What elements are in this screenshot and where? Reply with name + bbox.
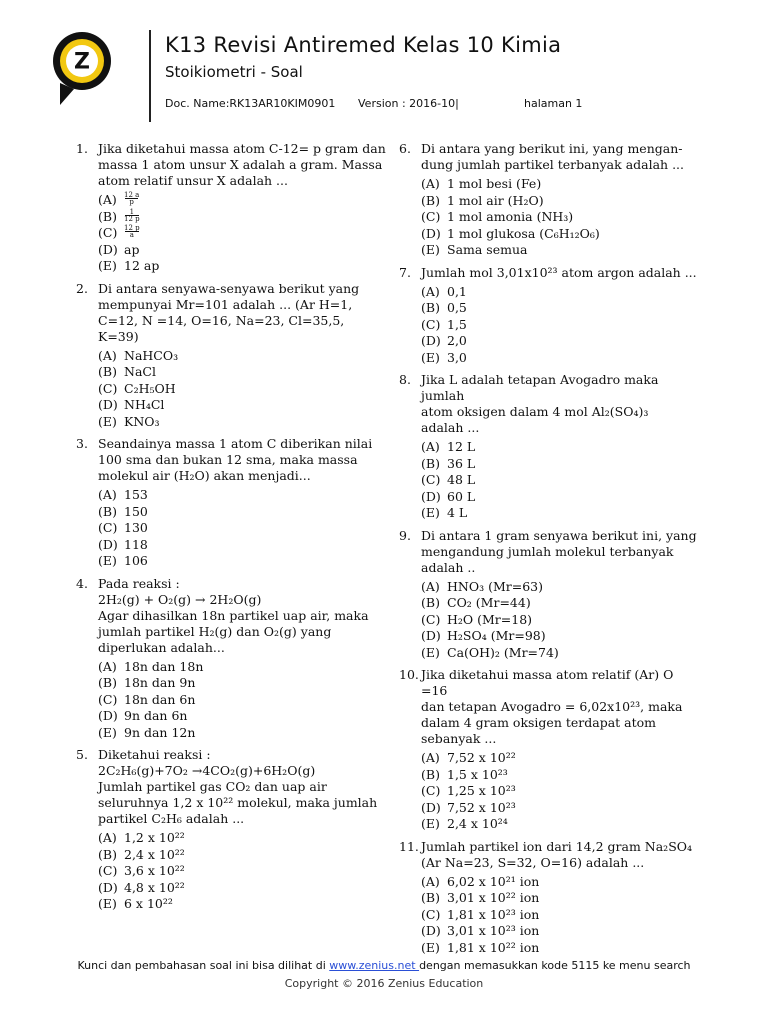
option-letter: (D) [421, 488, 441, 504]
answer-option [421, 193, 699, 210]
option-letter: (B) [98, 503, 117, 519]
answer-option [421, 767, 699, 784]
fraction-numerator: 12 p [124, 224, 140, 232]
option-text: 6,02 x 10²¹ ion [447, 873, 540, 889]
answer-option [98, 830, 386, 847]
option-text: 4 L [447, 505, 468, 520]
option-letter: (D) [421, 628, 441, 643]
option-text: 7,52 x 10²³ [447, 799, 516, 815]
option-letter: (B) [421, 455, 440, 471]
option-text: 3,01 x 10²³ ion [447, 923, 540, 938]
question-item [76, 576, 386, 742]
option-letter: (B) [98, 364, 117, 379]
option-fraction [124, 192, 139, 209]
answer-option [98, 209, 386, 226]
doc-version: Version : 2016-10| [358, 97, 459, 110]
option-text: 118 [124, 536, 148, 552]
questions-left-column [76, 141, 386, 919]
question-text-line: 100 sma dan bukan 12 sma, maka massa [98, 452, 358, 467]
option-text: NH₄Cl [124, 397, 165, 412]
option-text: 1,2 x 10²² [124, 830, 185, 845]
option-letter: (A) [421, 176, 440, 191]
answer-option [98, 381, 386, 398]
fraction-denominator: p [129, 198, 134, 206]
question-text-line: mengandung jumlah molekul terbanyak [421, 543, 674, 559]
answer-option [98, 725, 386, 742]
question-item [76, 141, 386, 275]
answer-option [98, 487, 386, 504]
answer-option [98, 520, 386, 537]
option-text: 1,5 [447, 316, 467, 332]
option-text: 130 [124, 520, 148, 535]
question-text-line: molekul air (H₂O) akan menjadi... [98, 468, 311, 483]
option-text: 1 mol amonia (NH₃) [447, 209, 574, 224]
question-text-line: sebanyak ... [421, 731, 497, 746]
option-letter: (A) [421, 750, 440, 765]
answer-option [421, 242, 699, 259]
answer-option [98, 675, 386, 692]
option-letter: (E) [421, 242, 440, 257]
option-text: Sama semua [447, 242, 528, 257]
option-letter: (A) [421, 439, 440, 454]
option-text: NaHCO₃ [124, 347, 179, 363]
header-divider [149, 30, 151, 122]
answer-option [98, 880, 386, 897]
fraction-denominator: a [129, 231, 134, 239]
option-text: 12 ap [124, 258, 160, 273]
answer-option [421, 612, 699, 629]
option-letter: (B) [421, 890, 440, 905]
fraction-numerator: 1 [129, 207, 135, 216]
zenius-link[interactable]: www.zenius.net [329, 959, 420, 972]
question-item [76, 747, 386, 913]
answer-option [421, 628, 699, 645]
questions-right-column [399, 141, 699, 962]
option-text: 1,5 x 10²³ [447, 766, 508, 782]
option-letter: (A) [98, 487, 117, 502]
footer-text-after: dengan memasukkan kode 5115 ke menu search [419, 959, 691, 972]
option-fraction [124, 225, 140, 242]
option-text: CO₂ (Mr=44) [447, 595, 531, 610]
doc-subtitle: Stoikiometri - Soal [165, 63, 303, 81]
option-text: 3,6 x 10²² [124, 863, 185, 878]
question-number: 9. [399, 527, 411, 543]
question-item [76, 436, 386, 570]
option-text: 1,81 x 10²² ion [447, 939, 540, 955]
option-text: 2,4 x 10²² [124, 846, 185, 862]
option-letter: (B) [98, 675, 117, 690]
answer-option [98, 242, 386, 259]
question-text-line: seluruhnya 1,2 x 10²² molekul, maka jumlah [98, 795, 378, 810]
option-letter: (C) [421, 209, 441, 224]
question-text-line: diperlukan adalah... [98, 639, 225, 655]
option-text: 7,52 x 10²² [447, 750, 516, 765]
answer-option [98, 364, 386, 381]
option-letter: (A) [421, 578, 440, 594]
option-text: 1 mol besi (Fe) [447, 176, 542, 191]
question-text-line: 2C₂H₆(g)+7O₂ →4CO₂(g)+6H₂O(g) [98, 763, 316, 778]
option-letter: (B) [98, 846, 117, 862]
question-number: 7. [399, 264, 411, 280]
option-text: 18n dan 6n [124, 691, 196, 707]
option-text: 1 mol glukosa (C₆H₁₂O₆) [447, 225, 600, 241]
answer-option [421, 209, 699, 226]
answer-option [421, 816, 699, 833]
question-number: 1. [76, 141, 88, 156]
zenius-logo-icon [52, 31, 112, 111]
question-text-line: mempunyai Mr=101 adalah ... (Ar H=1, [98, 296, 353, 312]
answer-option [98, 896, 386, 913]
answer-option [98, 504, 386, 521]
question-text-line: Diketahui reaksi : [98, 747, 211, 762]
option-text: 0,1 [447, 283, 467, 299]
option-letter: (C) [98, 380, 118, 396]
option-letter: (D) [421, 923, 441, 938]
question-text-line: dalam 4 gram oksigen terdapat atom [421, 715, 657, 730]
page-number: halaman 1 [524, 97, 583, 110]
question-text-line: (Ar Na=23, S=32, O=16) adalah ... [421, 854, 645, 870]
option-letter: (C) [421, 611, 441, 627]
question-number: 6. [399, 141, 411, 156]
answer-option [98, 863, 386, 880]
option-text: H₂O (Mr=18) [447, 611, 533, 627]
option-letter: (B) [98, 208, 117, 224]
option-letter: (D) [98, 397, 118, 412]
question-number: 5. [76, 747, 88, 762]
option-text: 3,0 [447, 349, 467, 365]
option-letter: (D) [421, 799, 441, 815]
question-item [399, 265, 699, 367]
doc-title: K13 Revisi Antiremed Kelas 10 Kimia [165, 33, 562, 57]
answer-option [421, 907, 699, 924]
fraction-numerator: 12 a [124, 191, 140, 199]
doc-name: Doc. Name:RK13AR10KIM0901 [165, 97, 336, 110]
answer-option [98, 692, 386, 709]
option-letter: (E) [421, 816, 440, 831]
option-text: 6 x 10²² [124, 896, 173, 911]
question-number: 10. [399, 667, 419, 682]
option-text: 9n dan 12n [124, 724, 196, 740]
option-letter: (C) [98, 863, 118, 878]
fraction-denominator: 12 p [124, 214, 140, 223]
option-letter: (D) [98, 708, 118, 723]
answer-option [421, 226, 699, 243]
option-text: C₂H₅OH [124, 380, 176, 396]
answer-option [98, 537, 386, 554]
option-text: 153 [124, 487, 148, 502]
option-text: 60 L [447, 488, 476, 504]
answer-option [421, 350, 699, 367]
answer-option [421, 176, 699, 193]
answer-option [421, 333, 699, 350]
answer-option [421, 940, 699, 957]
question-item [399, 667, 699, 833]
question-text-line: adalah ... [421, 420, 480, 435]
option-text: Ca(OH)₂ (Mr=74) [447, 644, 559, 660]
option-letter: (E) [98, 553, 117, 568]
question-text-line: Di antara senyawa-senyawa berikut yang [98, 280, 360, 296]
question-text-line: atom oksigen dalam 4 mol Al₂(SO₄)₃ [421, 404, 649, 419]
question-text-line: partikel C₂H₆ adalah ... [98, 811, 245, 826]
option-letter: (E) [98, 724, 117, 740]
option-letter: (E) [421, 349, 440, 365]
answer-option [421, 472, 699, 489]
question-text-line: Pada reaksi : [98, 575, 180, 591]
option-letter: (A) [98, 192, 117, 207]
question-text-line: C=12, N =14, O=16, Na=23, Cl=35,5, [98, 312, 345, 328]
option-letter: (B) [421, 300, 440, 315]
copyright: Copyright © 2016 Zenius Education [284, 977, 484, 990]
answer-option [421, 579, 699, 596]
answer-option [421, 489, 699, 506]
question-text-line: adalah .. [421, 559, 476, 575]
question-text-line: Jika diketahui massa atom relatif (Ar) O =16 [421, 667, 674, 698]
option-text: 12 L [447, 439, 476, 454]
answer-option [421, 890, 699, 907]
option-text: 1,81 x 10²³ ion [447, 906, 540, 922]
question-item [399, 839, 699, 957]
option-text: NaCl [124, 364, 156, 379]
option-letter: (D) [98, 536, 118, 552]
footer-note [0, 959, 768, 972]
question-text-line: Jumlah mol 3,01x10²³ atom argon adalah ... [421, 264, 697, 280]
answer-option [421, 783, 699, 800]
option-letter: (E) [421, 505, 440, 520]
option-letter: (D) [98, 241, 118, 257]
option-text: 3,01 x 10²² ion [447, 890, 540, 905]
answer-option [421, 645, 699, 662]
option-text: H₂SO₄ (Mr=98) [447, 628, 546, 643]
question-text-line: Jumlah partikel ion dari 14,2 gram Na₂SO₄ [421, 838, 693, 854]
answer-option [421, 505, 699, 522]
option-letter: (E) [98, 413, 117, 429]
answer-option [98, 847, 386, 864]
question-number: 8. [399, 372, 411, 387]
answer-option [421, 595, 699, 612]
option-letter: (B) [421, 766, 440, 782]
option-letter: (A) [421, 873, 440, 889]
option-text: KNO₃ [124, 413, 160, 429]
option-letter: (C) [421, 472, 441, 487]
question-text-line: Di antara 1 gram senyawa berikut ini, yang [421, 527, 697, 543]
question-item [76, 281, 386, 431]
question-number: 2. [76, 280, 88, 296]
answer-option [421, 456, 699, 473]
option-letter: (E) [98, 258, 117, 273]
question-text-line: K=39) [98, 328, 139, 344]
option-text: 18n dan 18n [124, 658, 204, 674]
answer-option [421, 317, 699, 334]
option-letter: (C) [421, 316, 441, 332]
option-letter: (D) [98, 879, 118, 895]
question-text-line: jumlah partikel H₂(g) dan O₂(g) yang [98, 623, 332, 639]
answer-option [98, 192, 386, 209]
answer-option [98, 258, 386, 275]
question-text-line: Jika diketahui massa atom C-12= p gram dan [98, 141, 386, 156]
option-letter: (B) [421, 192, 440, 208]
option-text: 4,8 x 10²² [124, 879, 185, 895]
question-text-line: Jumlah partikel gas CO₂ dan uap air [98, 779, 327, 794]
option-letter: (A) [98, 830, 117, 845]
option-text: 1 mol air (H₂O) [447, 192, 544, 208]
option-text: 36 L [447, 455, 476, 471]
option-letter: (C) [98, 225, 118, 240]
question-text-line: dung jumlah partikel terbanyak adalah ... [421, 157, 684, 172]
question-item [399, 528, 699, 662]
option-letter: (E) [98, 896, 117, 911]
question-number: 4. [76, 575, 88, 591]
option-text: HNO₃ (Mr=63) [447, 578, 543, 594]
option-text: 106 [124, 553, 148, 568]
answer-option [421, 750, 699, 767]
answer-option [98, 553, 386, 570]
answer-option [98, 348, 386, 365]
question-text-line: 2H₂(g) + O₂(g) → 2H₂O(g) [98, 591, 262, 607]
answer-option [98, 708, 386, 725]
option-letter: (C) [421, 906, 441, 922]
answer-option [98, 414, 386, 431]
footer-text-before: Kunci dan pembahasan soal ini bisa dilihat di [77, 959, 330, 972]
option-letter: (E) [421, 939, 440, 955]
question-text-line: massa 1 atom unsur X adalah a gram. Massa [98, 157, 383, 172]
question-text-line: Seandainya massa 1 atom C diberikan nilai [98, 436, 373, 451]
answer-option [421, 439, 699, 456]
answer-option [421, 300, 699, 317]
option-letter: (A) [98, 347, 117, 363]
question-text-line: Jika L adalah tetapan Avogadro maka jumlah [421, 372, 659, 403]
question-text-line: atom relatif unsur X adalah ... [98, 173, 288, 188]
option-text: 2,0 [447, 333, 467, 348]
question-item [399, 141, 699, 259]
option-text: ap [124, 241, 140, 257]
answer-option [421, 800, 699, 817]
question-text-line: dan tetapan Avogadro = 6,02x10²³, maka [421, 699, 683, 714]
question-number: 3. [76, 436, 88, 451]
option-letter: (A) [98, 658, 117, 674]
option-text: 2,4 x 10²⁴ [447, 816, 508, 831]
option-fraction [124, 209, 140, 226]
option-letter: (B) [421, 595, 440, 610]
option-text: 9n dan 6n [124, 708, 188, 723]
option-letter: (C) [421, 783, 441, 798]
answer-option [421, 284, 699, 301]
option-text: 48 L [447, 472, 476, 487]
option-letter: (C) [98, 691, 118, 707]
option-text: 18n dan 9n [124, 675, 196, 690]
answer-option [98, 397, 386, 414]
answer-option [421, 923, 699, 940]
answer-option [98, 225, 386, 242]
question-number: 11. [399, 838, 419, 854]
option-letter: (C) [98, 520, 118, 535]
option-text: 0,5 [447, 300, 467, 315]
option-text: 1,25 x 10²³ [447, 783, 516, 798]
question-text-line: Agar dihasilkan 18n partikel uap air, maka [98, 607, 369, 623]
question-item [399, 372, 699, 522]
option-letter: (E) [421, 644, 440, 660]
logo-letter: Z [74, 49, 90, 75]
option-letter: (D) [421, 225, 441, 241]
option-text: 150 [124, 503, 148, 519]
option-letter: (D) [421, 333, 441, 348]
answer-option [421, 874, 699, 891]
option-letter: (A) [421, 283, 440, 299]
question-text-line: Di antara yang berikut ini, yang mengan- [421, 141, 683, 156]
answer-option [98, 659, 386, 676]
